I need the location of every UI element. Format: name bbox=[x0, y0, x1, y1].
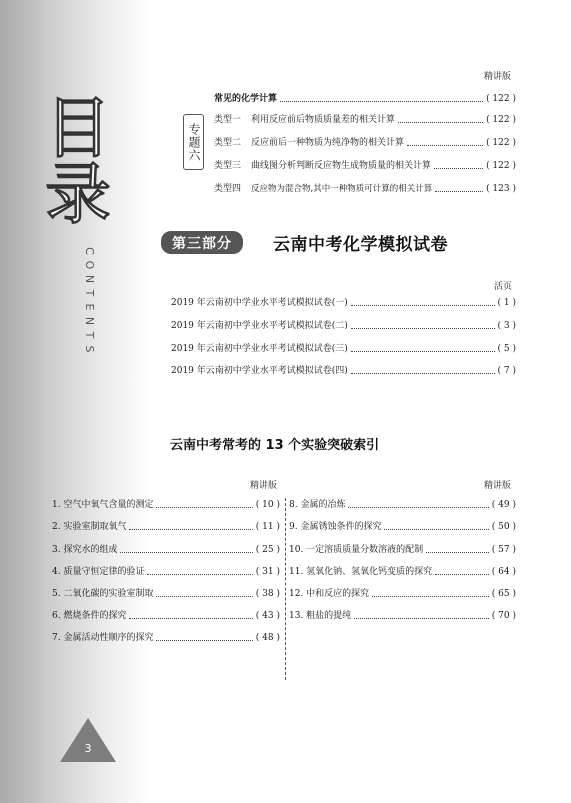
page-ref: ( 31 ) bbox=[255, 567, 280, 577]
toc-row-text: 7. 金属活动性顺序的探究 bbox=[52, 633, 154, 643]
toc-row[interactable] bbox=[52, 632, 280, 644]
leader-dots bbox=[156, 640, 252, 641]
page-ref: ( 70 ) bbox=[491, 611, 516, 621]
title-char-lu: 录 bbox=[45, 156, 111, 233]
page-ref: ( 123 ) bbox=[486, 184, 516, 194]
page-number: 3 bbox=[84, 742, 92, 755]
toc-row-text: 12. 中和反应的探究 bbox=[289, 589, 370, 599]
toc-row-text: 2019 年云南初中学业水平考试模拟试卷(四) bbox=[171, 366, 348, 376]
toc-row-text: 2. 实验室制取氧气 bbox=[52, 522, 127, 532]
experiments-right-label: 精讲版 bbox=[484, 481, 512, 491]
page-ref: ( 57 ) bbox=[491, 545, 516, 555]
toc-row[interactable] bbox=[289, 588, 516, 600]
page-ref: ( 48 ) bbox=[255, 633, 280, 643]
toc-row[interactable] bbox=[52, 521, 280, 533]
toc-row-text: 9. 金属锈蚀条件的探究 bbox=[289, 522, 382, 532]
experiments-title: 云南中考常考的 13 个实验突破索引 bbox=[170, 438, 380, 453]
toc-row-text: 2019 年云南初中学业水平考试模拟试卷(一) bbox=[171, 298, 348, 308]
toc-row-text: 2019 年云南初中学业水平考试模拟试卷(三) bbox=[171, 344, 348, 354]
leader-dots bbox=[384, 529, 488, 530]
leader-dots bbox=[348, 507, 488, 508]
leader-dots bbox=[354, 618, 489, 619]
leader-dots bbox=[129, 529, 252, 530]
leader-dots bbox=[372, 596, 489, 597]
type-label: 类型一 bbox=[214, 115, 242, 125]
topic-box-badge: 专题六 bbox=[183, 114, 204, 170]
type-label: 类型四 bbox=[214, 184, 242, 194]
toc-row-text: 11. 氢氧化钠、氢氧化钙变质的探究 bbox=[289, 567, 433, 577]
top-edition-label: 精讲版 bbox=[484, 72, 512, 82]
page-ref: ( 122 ) bbox=[486, 115, 516, 125]
page-ref: ( 50 ) bbox=[491, 522, 516, 532]
toc-row-text: 6. 燃烧条件的探究 bbox=[52, 611, 127, 621]
page-number-triangle bbox=[60, 718, 116, 762]
experiments-left-label: 精讲版 bbox=[250, 481, 278, 491]
leader-dots bbox=[407, 145, 483, 146]
toc-row[interactable] bbox=[289, 499, 516, 511]
toc-row-text: 反应前后一种物质为纯净物的相关计算 bbox=[251, 138, 405, 148]
contents-vertical-label: C O N T E N T S bbox=[83, 247, 96, 353]
page-ref: ( 1 ) bbox=[497, 298, 516, 308]
toc-row-text: 5. 二氧化碳的实验室制取 bbox=[52, 589, 154, 599]
toc-row-text: 4. 质量守恒定律的验证 bbox=[52, 567, 145, 577]
leader-dots bbox=[120, 552, 252, 553]
toc-row[interactable] bbox=[289, 566, 516, 578]
column-divider bbox=[285, 498, 286, 680]
page-ref: ( 122 ) bbox=[486, 94, 516, 104]
leader-dots bbox=[280, 101, 483, 102]
leader-dots bbox=[434, 168, 483, 169]
toc-row[interactable] bbox=[52, 610, 280, 622]
leader-dots bbox=[435, 191, 483, 192]
leader-dots bbox=[129, 618, 252, 619]
leader-dots bbox=[156, 507, 252, 508]
toc-row-text: 3. 探究水的组成 bbox=[52, 545, 118, 555]
page-ref: ( 10 ) bbox=[255, 500, 280, 510]
page-ref: ( 25 ) bbox=[255, 545, 280, 555]
toc-row[interactable] bbox=[52, 566, 280, 578]
page-ref: ( 65 ) bbox=[491, 589, 516, 599]
toc-row-text: 1. 空气中氧气含量的测定 bbox=[52, 500, 154, 510]
page-ref: ( 43 ) bbox=[255, 611, 280, 621]
toc-row[interactable] bbox=[289, 521, 516, 533]
toc-row[interactable] bbox=[214, 114, 516, 126]
toc-row-text: 曲线图分析判断反应物生成物质量的相关计算 bbox=[251, 161, 432, 171]
page-ref: ( 49 ) bbox=[491, 500, 516, 510]
leader-dots bbox=[156, 596, 252, 597]
toc-row[interactable] bbox=[171, 297, 516, 309]
title-char-mu: 目 bbox=[45, 90, 111, 167]
toc-row-text: 利用反应前后物质质量差的相关计算 bbox=[251, 115, 396, 125]
toc-row[interactable] bbox=[214, 160, 516, 172]
toc-row[interactable] bbox=[52, 544, 280, 556]
toc-row[interactable] bbox=[52, 499, 280, 511]
page-ref: ( 5 ) bbox=[497, 344, 516, 354]
part-badge: 第三部分 bbox=[161, 231, 243, 254]
toc-row-text: 8. 金属的冶炼 bbox=[289, 500, 346, 510]
toc-row-text: 13. 粗盐的提纯 bbox=[289, 611, 352, 621]
part3-edition-label: 活页 bbox=[494, 282, 513, 292]
type-label: 类型三 bbox=[214, 161, 242, 171]
leader-dots bbox=[351, 305, 495, 306]
leader-dots bbox=[351, 328, 495, 329]
page-ref: ( 7 ) bbox=[497, 366, 516, 376]
toc-row-text: 2019 年云南初中学业水平考试模拟试卷(二) bbox=[171, 321, 348, 331]
toc-row[interactable] bbox=[171, 343, 516, 355]
page-ref: ( 122 ) bbox=[486, 138, 516, 148]
page-ref: ( 38 ) bbox=[255, 589, 280, 599]
leader-dots bbox=[147, 574, 252, 575]
leader-dots bbox=[351, 373, 495, 374]
leader-dots bbox=[426, 552, 489, 553]
page-ref: ( 3 ) bbox=[497, 321, 516, 331]
type-label: 类型二 bbox=[214, 138, 242, 148]
toc-row[interactable] bbox=[214, 137, 516, 149]
toc-row[interactable] bbox=[171, 320, 516, 332]
page-ref: ( 11 ) bbox=[255, 522, 280, 532]
topic-heading-row[interactable] bbox=[214, 93, 516, 105]
toc-row[interactable] bbox=[214, 183, 516, 195]
toc-row[interactable] bbox=[289, 610, 516, 622]
page-ref: ( 122 ) bbox=[486, 161, 516, 171]
leader-dots bbox=[435, 574, 489, 575]
toc-row[interactable] bbox=[289, 544, 516, 556]
topic-heading-title: 常见的化学计算 bbox=[214, 94, 278, 104]
leader-dots bbox=[351, 351, 495, 352]
page-ref: ( 64 ) bbox=[491, 567, 516, 577]
toc-row[interactable] bbox=[171, 365, 516, 377]
toc-row[interactable] bbox=[52, 588, 280, 600]
part-title: 云南中考化学模拟试卷 bbox=[273, 235, 448, 255]
leader-dots bbox=[398, 122, 483, 123]
toc-row-text: 10. 一定溶质质量分数溶液的配制 bbox=[289, 545, 424, 555]
toc-row-text: 反应物为混合物,其中一种物质可计算的相关计算 bbox=[251, 184, 433, 194]
